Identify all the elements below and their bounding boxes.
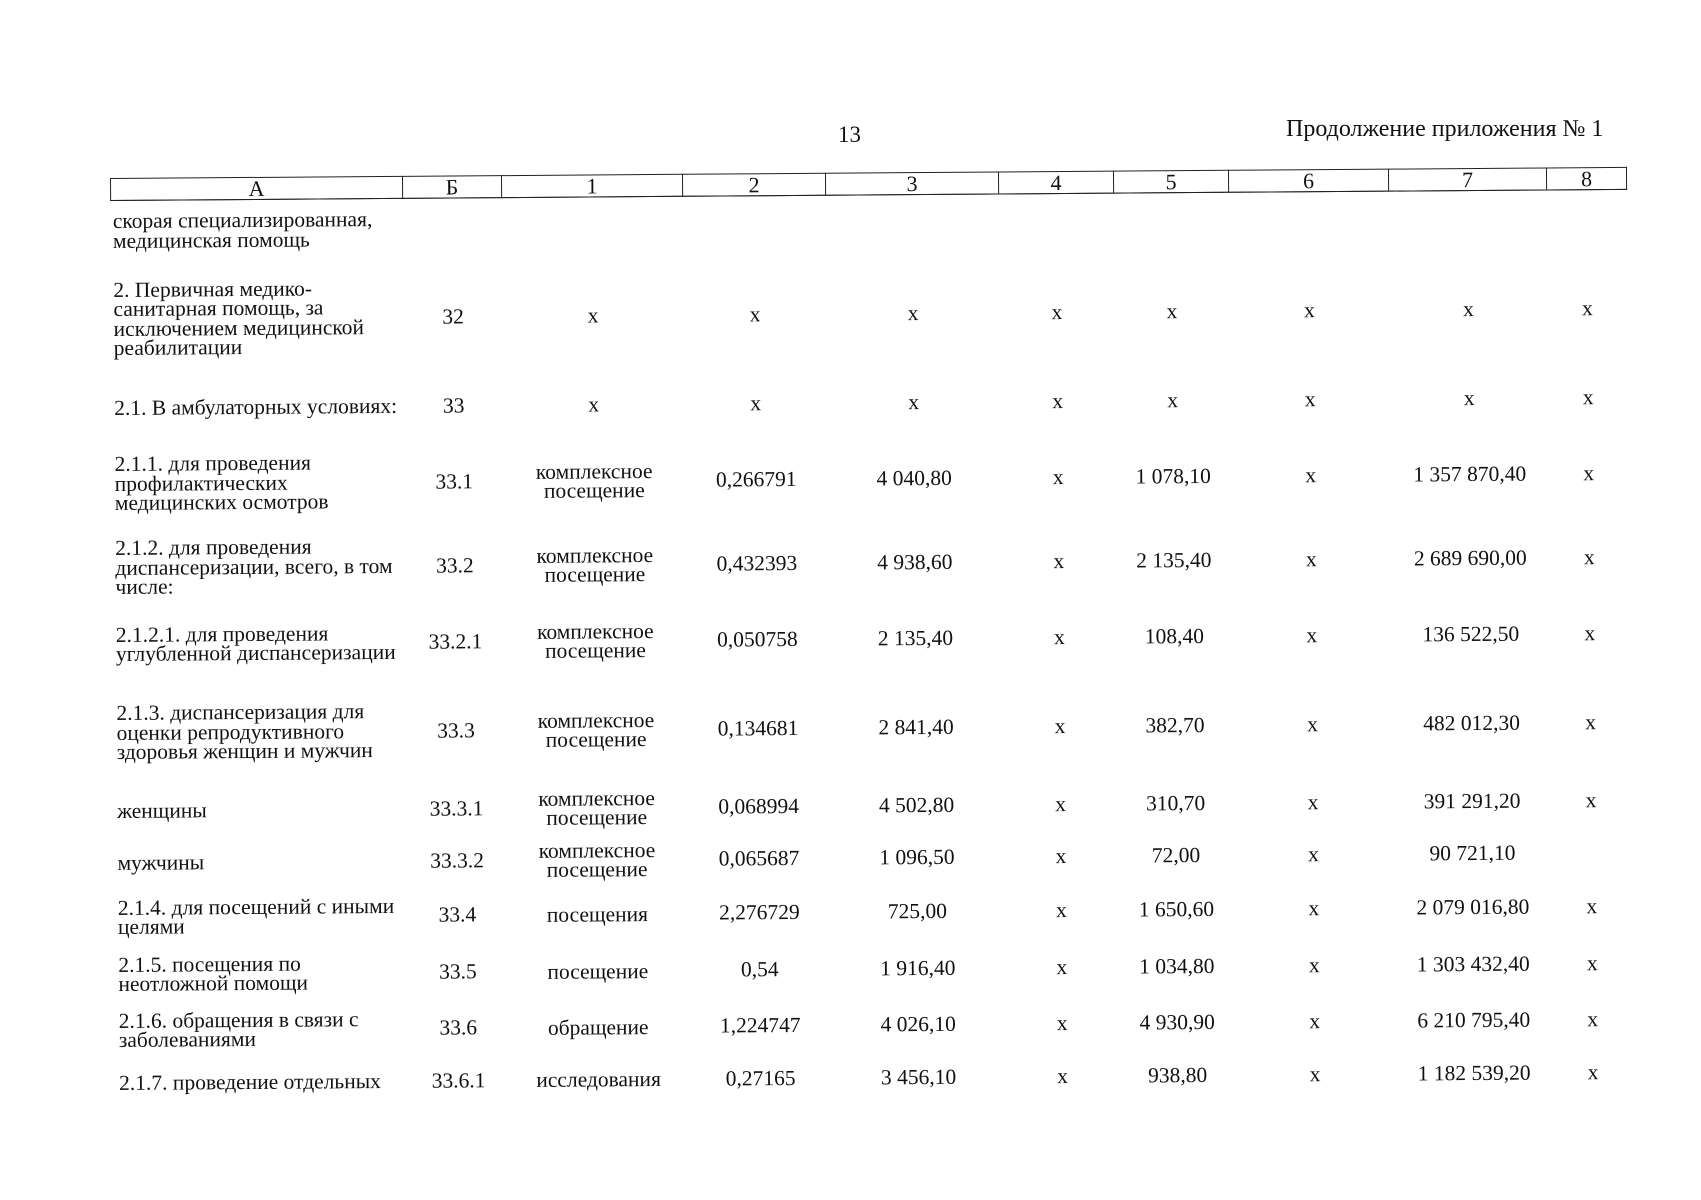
column-header: Б [402,176,501,199]
col-4-value: х [1053,548,1065,573]
table-row [111,189,1627,262]
col-4-value: х [1052,388,1064,413]
col-5-value [1114,192,1229,255]
row-label: мужчины [117,850,205,875]
page-number: 13 [838,122,861,147]
col-8-value: х [1583,544,1595,569]
row-label: 2.1.7. проведение отдельных [119,1068,381,1095]
col-5-value: 1 078,10 [1135,463,1211,489]
table-row [112,429,1629,528]
row-label: 2.1.6. обращения в связи с заболеваниями [118,1006,359,1052]
row-code: 33.1 [435,469,474,494]
unit: комплексное посещение [536,619,654,663]
col-5-value: 938,80 [1147,1062,1208,1088]
col-8-value: х [1585,787,1597,812]
col-4-value: х [1055,843,1067,868]
col-2-value: 0,068994 [718,793,800,819]
col-3-value: 1 096,50 [879,844,955,870]
col-7-value: 136 522,50 [1422,621,1520,647]
col-5-value: 310,70 [1145,790,1206,816]
col-3-value: 4 026,10 [880,1012,956,1037]
col-5-value: 108,40 [1144,624,1205,649]
col-2-value: 0,27165 [725,1065,796,1091]
col-8-value [1551,826,1631,879]
appendix-continuation-note: Продолжение приложения № 1 [1286,116,1604,142]
col-3-value: 4 040,80 [876,465,952,491]
col-7-value: х [1463,296,1474,321]
col-4-value: х [1056,1011,1068,1036]
table-row [114,597,1630,681]
col-7-value: х [1463,385,1475,410]
table-row [117,1047,1633,1108]
col-3-value: 3 456,10 [880,1064,957,1090]
unit: х [588,392,600,417]
col-7-value: 1 357 870,40 [1413,461,1527,487]
col-8-value: х [1585,709,1596,734]
row-label: женщины [117,798,207,823]
col-6-value: х [1307,789,1319,814]
col-5-value: 4 930,90 [1139,1010,1215,1035]
col-5-value: 72,00 [1151,842,1201,868]
col-3-value: 4 938,60 [877,549,953,575]
col-2-value: 0,134681 [717,715,799,741]
col-4-value [999,193,1114,256]
col-4-value: х [1054,713,1066,738]
col-8-value: х [1582,295,1593,320]
col-6-value: х [1309,1009,1321,1034]
col-3-value: х [908,389,920,414]
row-label: 2.1.5. посещения по неотложной помощи [118,951,309,996]
col-2-value: 2,276729 [719,900,800,925]
col-7-value: 6 210 795,40 [1417,1007,1531,1033]
table-body [111,189,1634,1108]
col-5-value: 382,70 [1145,712,1205,738]
col-7-value: 90 721,10 [1429,840,1516,866]
col-7-value: 2 079 016,80 [1416,894,1530,920]
table-row [113,517,1630,608]
col-2-value [683,195,826,258]
col-2-value: 0,050758 [717,627,798,652]
col-2-value: х [749,301,761,327]
unit: комплексное посещение [538,837,656,882]
col-2-value: 0,54 [740,957,779,982]
col-6-value: х [1309,1061,1321,1086]
row-code: 33.2 [435,553,474,578]
unit: посещения [546,901,649,927]
row-label: 2.1.1. для проведения профилактических медицинских осмотров [114,450,329,516]
col-8-value: х [1584,621,1596,646]
row-code: 33.3.2 [430,848,484,873]
col-2-value: 0,065687 [718,845,800,871]
col-6-value: х [1308,896,1320,921]
unit: комплексное посещение [537,707,655,752]
col-5-value: 2 135,40 [1136,547,1212,573]
row-label: 2.1. В амбулаторных условиях: [114,393,398,420]
unit: посещение [547,958,649,984]
col-4-value: х [1055,898,1067,923]
row-code: 33.6 [439,1015,478,1040]
row-label: 2.1.2. для проведения диспансеризации, всего, в том числе: [115,534,393,600]
col-6-value [1229,191,1389,254]
col-3-value [826,194,999,257]
col-6-value: х [1308,841,1319,866]
col-8-value: х [1587,1007,1599,1032]
col-8-value: х [1586,951,1598,976]
column-header: 5 [1113,170,1228,193]
col-3-value: 1 916,40 [880,956,956,981]
row-code: 33.4 [438,902,477,927]
col-8-value [1547,189,1627,252]
column-header: 1 [501,174,682,197]
column-header: 3 [825,172,998,195]
table-row [114,670,1631,785]
col-5-value: х [1166,298,1178,324]
row-code: 33 [442,393,465,418]
col-2-value: 0,432393 [716,550,798,576]
table-row [111,251,1628,376]
unit: комплексное посещение [538,785,655,830]
col-6-value: х [1304,297,1315,322]
col-6-value: х [1306,623,1318,648]
col-2-value: 0,266791 [715,466,797,492]
col-8-value: х [1586,894,1598,919]
unit: х [587,303,599,328]
column-header: 6 [1228,169,1388,192]
col-3-value: х [907,300,919,325]
row-code: 33.3 [437,718,475,743]
row-code: 33.2.1 [428,629,483,654]
row-code: 33.5 [438,959,477,984]
unit: обращение [547,1014,649,1040]
col-8-value: х [1587,1059,1599,1084]
column-header: 4 [998,171,1113,194]
column-header: 2 [682,173,825,196]
col-7-value: 1 303 432,40 [1416,951,1530,977]
col-3-value: 2 841,40 [878,714,954,740]
col-4-value: х [1053,625,1065,650]
table-row [112,365,1628,440]
column-header: 7 [1388,168,1546,191]
col-3-value: 2 135,40 [877,626,954,651]
col-8-value: х [1582,384,1594,409]
col-7-value: 482 012,30 [1423,710,1520,736]
col-6-value: х [1307,711,1318,736]
appendix-table [110,167,1633,1109]
row-label: 2.1.2.1. для проведения углубленной диспансеризации [115,620,396,666]
unit: исследования [536,1066,662,1092]
row-label: скорая специализированная, медицинская помощь [112,207,373,253]
row-code: 33.3.1 [429,796,484,821]
unit [502,196,683,259]
col-6-value: х [1304,386,1316,411]
column-header: 8 [1546,167,1626,190]
row-code [403,198,502,261]
col-6-value: х [1305,462,1317,487]
col-4-value: х [1057,1063,1069,1088]
unit: комплексное посещение [535,458,653,503]
row-code: 33.6.1 [431,1068,486,1093]
col-3-value: 725,00 [887,899,948,924]
col-6-value: х [1308,953,1320,978]
col-6-value: х [1305,546,1317,571]
col-7-value: 391 291,20 [1423,788,1521,814]
col-2-value: 1,224747 [719,1013,801,1038]
col-4-value: х [1056,955,1068,980]
row-label: 2.1.4. для посещений с иными целями [117,893,395,939]
col-7-value: 2 689 690,00 [1413,545,1527,571]
col-5-value: х [1167,387,1179,413]
col-2-value: х [750,390,762,416]
col-8-value: х [1583,460,1595,485]
unit: комплексное посещение [536,542,654,587]
col-3-value: 4 502,80 [878,792,955,818]
row-label: 2. Первичная медико-санитарная помощь, за исключением медицинской реабилитации [113,276,365,360]
col-4-value: х [1055,791,1067,816]
column-header: А [111,176,403,200]
col-4-value: х [1052,464,1064,489]
col-7-value [1389,190,1547,253]
row-label: 2.1.3. диспансеризация для оценки репродуктивного здоровья женщин и мужчин [116,699,373,765]
col-4-value: х [1051,299,1063,324]
row-code: 32 [442,304,464,329]
col-5-value: 1 650,60 [1138,897,1215,922]
col-7-value: 1 182 539,20 [1417,1060,1531,1086]
col-5-value: 1 034,80 [1139,954,1215,979]
